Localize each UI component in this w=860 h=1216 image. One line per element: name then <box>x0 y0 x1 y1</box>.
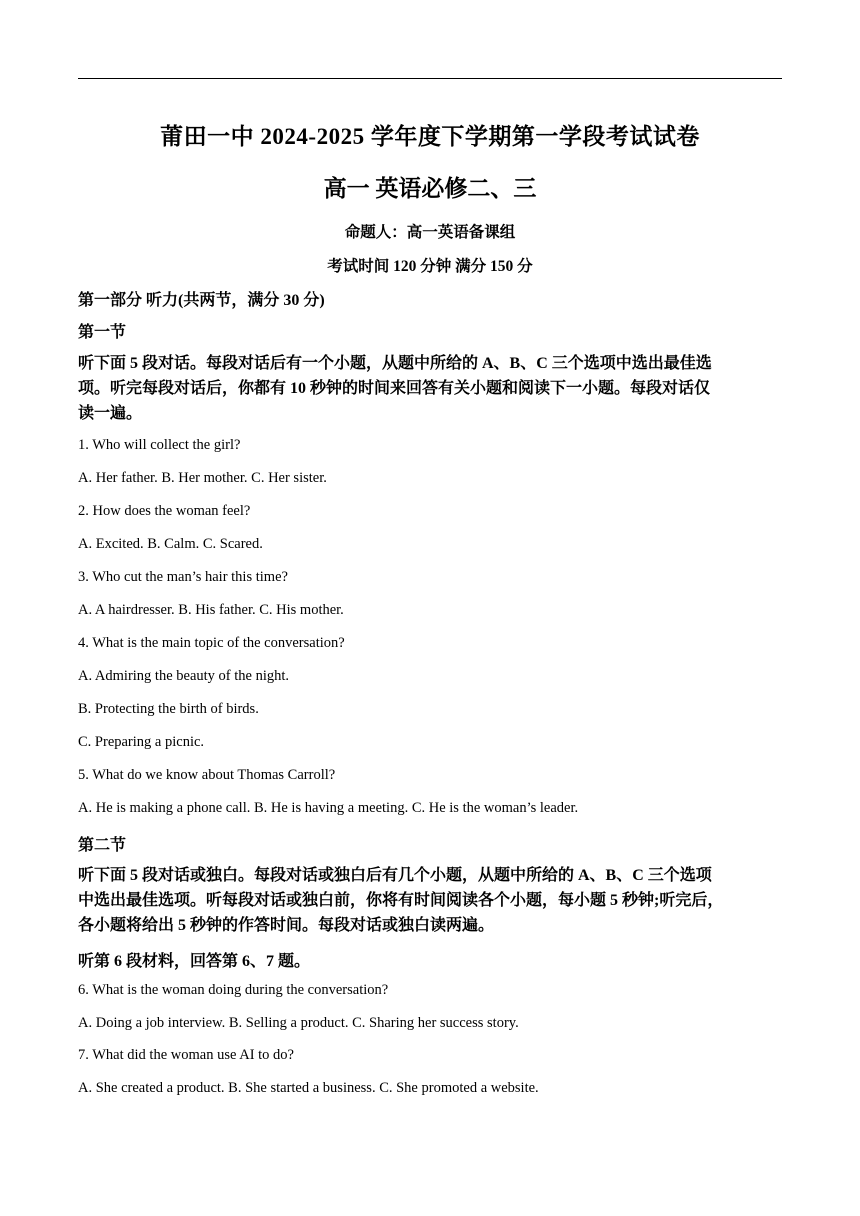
section2-heading: 第二节 <box>78 837 127 854</box>
question-line: A. Excited. B. Calm. C. Scared. <box>78 536 263 552</box>
exam-subtitle: 高一 英语必修二、三 <box>323 176 537 201</box>
exam-author: 命题人：高一英语备课组 <box>344 224 516 241</box>
material-heading: 听第 6 段材料，回答第 6、7 题。 <box>78 953 311 970</box>
section2-instruction-line: 各小题将给出 5 秒钟的作答时间。每段对话或独白读两遍。 <box>78 917 495 934</box>
question-line: A. Doing a job interview. B. Selling a product. C. Sharing her success story. <box>78 1015 519 1031</box>
question-line: A. She created a product. B. She started a business. C. She promoted a website. <box>78 1080 539 1096</box>
question-line: 5. What do we know about Thomas Carroll? <box>78 767 336 783</box>
question-line: A. Her father. B. Her mother. C. Her sister. <box>78 470 327 486</box>
question-line: 3. Who cut the man’s hair this time? <box>78 569 288 585</box>
question-line: A. He is making a phone call. B. He is having a meeting. C. He is the woman’s leader. <box>78 800 579 816</box>
question-line: A. A hairdresser. B. His father. C. His mother. <box>78 602 344 618</box>
section2-instruction-line: 中选出最佳选项。听每段对话或独白前，你将有时间阅读各个小题，每小题 5 秒钟;听完后， <box>78 892 724 909</box>
exam-time-info: 考试时间 120 分钟 满分 150 分 <box>327 258 533 275</box>
exam-page <box>78 0 782 1216</box>
section1-heading: 第一节 <box>78 324 127 341</box>
exam-title: 莆田一中 2024-2025 学年度下学期第一学段考试试卷 <box>160 124 700 149</box>
section1-instruction-line: 项。听完每段对话后，你都有 10 秒钟的时间来回答有关小题和阅读下一小题。每段对话仅 <box>78 380 711 397</box>
section1-instruction-line: 读一遍。 <box>78 405 143 422</box>
question-line: 7. What did the woman use AI to do? <box>78 1047 294 1063</box>
question-line: 2. How does the woman feel? <box>78 503 251 519</box>
section1-instruction-line: 听下面 5 段对话。每段对话后有一个小题，从题中所给的 A、B、C 三个选项中选出最佳选 <box>78 355 712 372</box>
question-line: C. Preparing a picnic. <box>78 734 205 750</box>
question-line: A. Admiring the beauty of the night. <box>78 668 290 684</box>
part1-heading: 第一部分 听力(共两节，满分 30 分) <box>78 292 325 309</box>
question-line: 6. What is the woman doing during the conversation? <box>78 982 389 998</box>
question-line: 4. What is the main topic of the conversation? <box>78 635 345 651</box>
top-rule <box>78 78 782 79</box>
question-line: B. Protecting the birth of birds. <box>78 701 259 717</box>
question-line: 1. Who will collect the girl? <box>78 437 241 453</box>
section2-instruction-line: 听下面 5 段对话或独白。每段对话或独白后有几个小题，从题中所给的 A、B、C 三个选项 <box>78 867 712 884</box>
